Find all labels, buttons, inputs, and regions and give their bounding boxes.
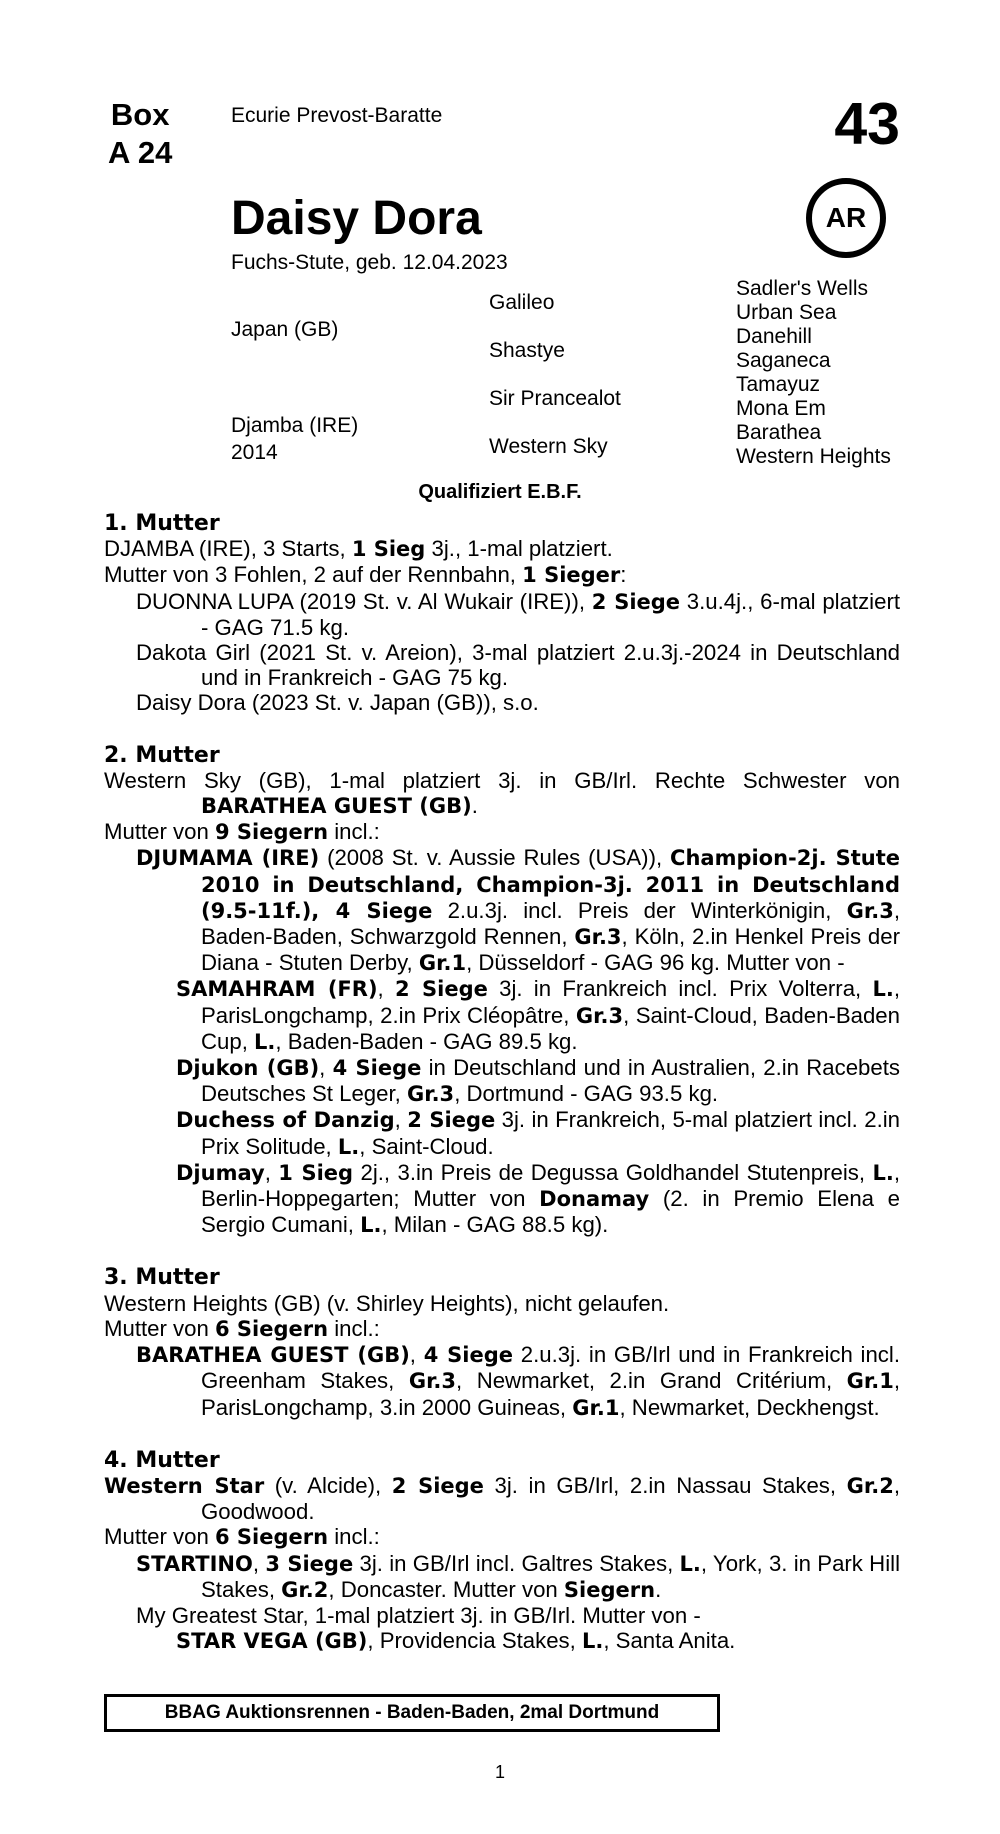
text: , York, 3. in Park Hill Stakes, xyxy=(201,1550,900,1602)
text-bold: 1 Sieg xyxy=(351,537,426,562)
dam-summary xyxy=(104,768,900,819)
text: , Goodwood. xyxy=(201,1472,901,1525)
dam-offspring-summary xyxy=(104,562,900,588)
text: , Baden-Baden - GAG 89.5 kg. xyxy=(275,1028,578,1054)
dam-line-content xyxy=(104,511,900,1654)
text: incl.: xyxy=(328,1524,380,1550)
text: in Deutschland und in Australien, 2.in Racebets Deutsches St Leger, xyxy=(201,1055,900,1107)
text: , Milan - GAG 88.5 kg). xyxy=(381,1212,609,1238)
text-bold: BARATHEA GUEST (GB) xyxy=(136,1343,410,1368)
text-bold: Gr.2 xyxy=(846,1473,894,1498)
text: , xyxy=(264,1159,279,1185)
page-number: 1 xyxy=(494,1762,505,1782)
owner-name: Ecurie Prevost-Baratte xyxy=(231,104,443,127)
pedigree-parent: Shastye xyxy=(489,339,565,362)
pedigree-sire: Japan (GB) xyxy=(231,318,339,341)
dam-summary: Western Heights (GB) (v. Shirley Heights), nicht gelaufen. xyxy=(104,1290,670,1316)
text: 3j. in Frankreich, 5-mal platziert incl. 2.in Prix Solitude, xyxy=(201,1107,901,1159)
text: DUONNA LUPA (2019 St. v. Al Wukair (IRE)), xyxy=(136,588,592,614)
pedigree-dam-year: 2014 xyxy=(231,441,278,464)
text-bold: 4 Siege xyxy=(332,1056,422,1081)
text-bold: Djukon (GB) xyxy=(176,1056,320,1081)
section-heading: 4. Mutter xyxy=(104,1447,220,1473)
text-bold: 2 Siege xyxy=(407,1108,496,1133)
text-bold: Gr.1 xyxy=(418,951,467,976)
qualified-note: Qualifiziert E.B.F. xyxy=(418,481,582,503)
pedigree-grandparent: Saganeca xyxy=(736,349,831,372)
text: Mutter von xyxy=(104,819,215,845)
text: , Doncaster. Mutter von xyxy=(328,1576,564,1602)
box-label-line2: A 24 xyxy=(108,135,173,170)
offspring-entry: My Greatest Star, 1-mal platziert 3j. in GB/Irl. Mutter von - xyxy=(136,1602,701,1628)
pedigree-dam: Djamba (IRE) xyxy=(231,414,359,437)
text: , ParisLongchamp, 3.in 2000 Guineas, xyxy=(201,1368,901,1420)
text: 3j. in GB/Irl, 2.in Nassau Stakes, xyxy=(483,1472,847,1498)
dam-offspring-summary xyxy=(104,819,900,845)
text-bold: 4 Siege xyxy=(423,1343,514,1368)
text: 2.u.3j. incl. Preis der Winterkönigin, xyxy=(432,897,847,923)
text-bold: L. xyxy=(581,1629,604,1654)
pedigree-grandparent: Urban Sea xyxy=(736,301,837,324)
pedigree-parent: Galileo xyxy=(489,291,555,314)
text-bold: 1 Sieger xyxy=(522,563,621,588)
horse-name: Daisy Dora xyxy=(231,192,482,245)
section-mutter-4 xyxy=(104,1448,900,1655)
text-bold: L. xyxy=(872,977,894,1002)
grand-offspring-entry xyxy=(104,1160,900,1239)
text-bold: 3 Siege xyxy=(265,1551,354,1576)
text: 3j. in GB/Irl incl. Galtres Stakes, xyxy=(353,1550,680,1576)
offspring-entry: Daisy Dora (2023 St. v. Japan (GB)), s.o. xyxy=(136,690,539,716)
grand-offspring-entry xyxy=(104,1107,900,1159)
text-bold: L. xyxy=(337,1134,360,1159)
text: , Berlin-Hoppegarten; Mutter von xyxy=(201,1159,900,1212)
text-bold: BARATHEA GUEST (GB) xyxy=(201,794,472,819)
section-mutter-1 xyxy=(104,511,900,716)
race-eligibility-box: BBAG Auktionsrennen - Baden-Baden, 2mal Dortmund xyxy=(104,1694,720,1732)
section-mutter-3 xyxy=(104,1265,900,1420)
text: (2008 St. v. Aussie Rules (USA)), xyxy=(319,845,671,871)
text-bold: 1 Sieg xyxy=(278,1160,354,1185)
offspring-entry xyxy=(104,589,900,640)
text: 3j. in Frankreich incl. Prix Volterra, xyxy=(487,976,873,1002)
text: , xyxy=(252,1550,266,1576)
text-bold: STARTINO xyxy=(136,1551,253,1576)
pedigree-grandparent: Sadler's Wells xyxy=(736,277,868,300)
text: , Newmarket, 2.in Grand Critérium, xyxy=(456,1368,847,1394)
section-mutter-2 xyxy=(104,743,900,1239)
text-bold: Donamay xyxy=(539,1187,650,1212)
text: , Düsseldorf - GAG 96 kg. Mutter von - xyxy=(466,950,845,976)
text-bold: Djumay xyxy=(176,1160,265,1185)
grand-offspring-entry xyxy=(104,1055,900,1107)
text: Western Sky (GB), 1-mal platziert 3j. in GB/Irl. Rechte Schwester von xyxy=(104,767,900,793)
text-bold: Gr.3 xyxy=(574,925,622,950)
dam-summary xyxy=(104,1473,900,1524)
text: . xyxy=(655,1576,662,1602)
text-bold: Western Star xyxy=(104,1473,265,1498)
ar-badge: AR xyxy=(806,178,886,258)
dam-summary xyxy=(104,536,900,562)
text: , xyxy=(319,1055,333,1081)
pedigree-grandparent: Tamayuz xyxy=(736,373,821,396)
pedigree-grandparent: Barathea xyxy=(736,421,822,444)
pedigree-parent: Sir Prancealot xyxy=(489,387,621,410)
text: Mutter von xyxy=(104,1315,215,1341)
text: , xyxy=(377,976,395,1002)
pedigree-grandparent: Danehill xyxy=(736,325,812,348)
text-bold: Gr.3 xyxy=(575,1003,624,1028)
grand-offspring-entry xyxy=(104,976,900,1055)
pedigree-parent: Western Sky xyxy=(489,435,608,458)
text-bold: 2 Siege xyxy=(591,589,681,614)
text: , Köln, 2.in Henkel Preis der Diana - Stuten Derby, xyxy=(201,924,900,976)
text-bold: L. xyxy=(254,1029,276,1054)
text: , Santa Anita. xyxy=(603,1628,736,1654)
section-heading: 3. Mutter xyxy=(104,1265,220,1291)
horse-description: Fuchs-Stute, geb. 12.04.2023 xyxy=(231,251,508,274)
pedigree-grandparents xyxy=(736,277,891,469)
text: . xyxy=(471,793,478,819)
offspring-entry xyxy=(104,1342,900,1421)
box-label-line1: Box xyxy=(110,97,170,132)
dam-offspring-summary xyxy=(104,1316,900,1342)
text-bold: Gr.3 xyxy=(406,1082,455,1107)
text-bold: Champion-2j. Stute 2010 in Deutschland, Champion-3j. 2011 in Deutschland (9.5-11f.), 4 Siege xyxy=(201,846,901,923)
text: incl.: xyxy=(328,819,380,845)
text-bold: Duchess of Danzig xyxy=(176,1108,395,1133)
offspring-entry: Dakota Girl (2021 St. v. Areion), 3-mal platziert 2.u.3j.-2024 in Deutschland und in Frankreich - GAG 75 kg. xyxy=(136,640,900,691)
text: (2. in Premio Elena e Sergio Cumani, xyxy=(201,1186,901,1238)
text: (v. Alcide), xyxy=(264,1472,392,1498)
text: , Saint-Cloud. xyxy=(359,1133,494,1159)
text: 2.u.3j. in GB/Irl und in Frankreich incl. Greenham Stakes, xyxy=(201,1342,900,1394)
text-bold: 6 Siegern xyxy=(214,1316,329,1341)
grand-offspring-entry xyxy=(104,1628,900,1654)
pedigree-grandparent: Western Heights xyxy=(736,445,891,468)
text-bold: 9 Siegern xyxy=(214,820,329,845)
offspring-entry xyxy=(104,845,900,976)
text-bold: Gr.1 xyxy=(572,1395,620,1420)
text-bold: Gr.3 xyxy=(846,898,894,923)
text-bold: Siegern xyxy=(563,1577,656,1602)
text-bold: 6 Siegern xyxy=(214,1525,329,1550)
text-bold: Gr.3 xyxy=(408,1369,457,1394)
text: , Newmarket, Deckhengst. xyxy=(619,1394,880,1420)
text-bold: SAMAHRAM (FR) xyxy=(176,977,378,1002)
section-heading: 2. Mutter xyxy=(104,742,220,768)
text-bold: Gr.1 xyxy=(846,1369,894,1394)
text-bold: L. xyxy=(872,1160,894,1185)
text-bold: 2 Siege xyxy=(391,1473,484,1498)
text-bold: L. xyxy=(360,1213,382,1238)
text: 2j., 3.in Preis de Degussa Goldhandel Stutenpreis, xyxy=(353,1159,873,1185)
text: : xyxy=(620,562,627,588)
text: Mutter von xyxy=(104,1524,215,1550)
lot-number: 43 xyxy=(834,91,900,157)
text: , ParisLongchamp, 2.in Prix Cléopâtre, xyxy=(201,976,900,1028)
text: DJAMBA (IRE), 3 Starts, xyxy=(104,536,352,562)
text: , Providencia Stakes, xyxy=(367,1628,582,1654)
text-bold: L. xyxy=(679,1551,701,1576)
offspring-entry xyxy=(104,1551,900,1603)
text: , xyxy=(394,1107,408,1133)
text-bold: 2 Siege xyxy=(394,977,488,1002)
section-heading: 1. Mutter xyxy=(104,511,220,536)
text-bold: STAR VEGA (GB) xyxy=(176,1629,368,1654)
text: 3.u.4j., 6-mal platziert - GAG 71.5 kg. xyxy=(201,588,901,640)
text: , Saint-Cloud, Baden-Baden Cup, xyxy=(201,1002,900,1054)
text: 3j., 1-mal platziert. xyxy=(425,536,613,562)
text-bold: Gr.2 xyxy=(281,1577,329,1602)
text: , Baden-Baden, Schwarzgold Rennen, xyxy=(201,897,900,950)
box-label xyxy=(108,96,172,172)
pedigree-grandparent: Mona Em xyxy=(736,397,826,420)
text: , Dortmund - GAG 93.5 kg. xyxy=(454,1081,719,1107)
text-bold: DJUMAMA (IRE) xyxy=(136,846,320,871)
text: , xyxy=(409,1342,424,1368)
dam-offspring-summary xyxy=(104,1524,900,1550)
text: Mutter von 3 Fohlen, 2 auf der Rennbahn, xyxy=(104,562,523,588)
text: incl.: xyxy=(328,1315,380,1341)
